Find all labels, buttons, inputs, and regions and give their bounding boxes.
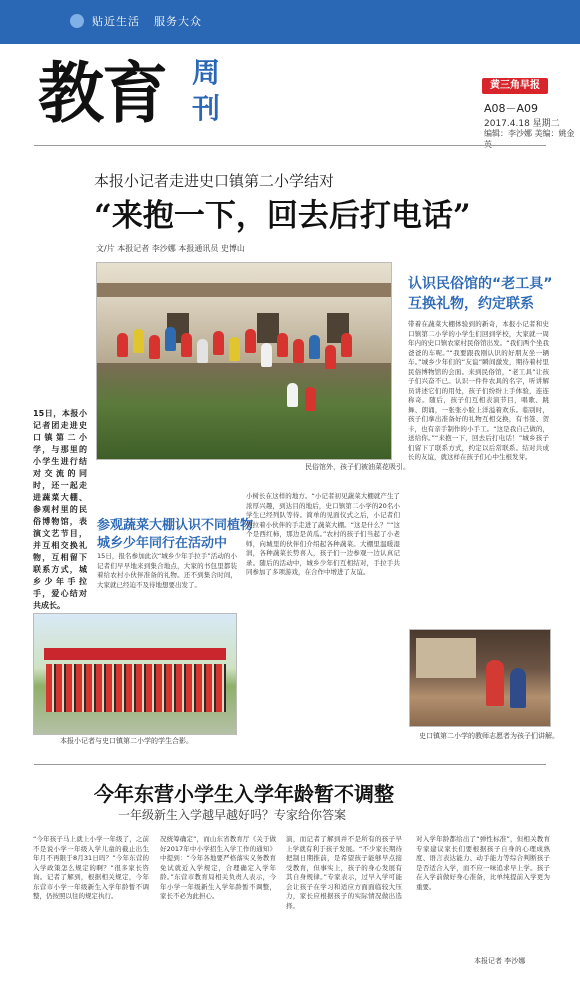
child-figure	[341, 333, 352, 357]
child-figure	[149, 335, 160, 359]
right-body-text: 带着在蔬菜大棚体验到的新奇，本报小记者和史口镇第二小学的小学生们回到学校，大家就一周年内的史口镇农家村民俗馆出发。“我们两个坐我爸爸的车呢。”“我要跟我刚认识的好朋友坐一辆车。”城乡少年们的“友谊”瞬间激发，期待着村里民俗博物馆的会面。来到民俗馆，“老工具”让孩子们兴奋不已。认识一件件农具的名字，听讲解员讲述它们的用处，孩子们纷纷上手体验，连连称奇。随后，孩子们互相表演节目，唱歌、跳舞、朗诵，一张张小脸上洋溢着欢乐。临别时，孩子们拿出准备好的礼物互相交换，有书签、贺卡，也有亲手制作的小手工。“这是我自己做的，送给你。”“来抱一下，回去后打电话！”城乡孩子们留下了联系方式，约定以后常联系。结对共成长的友谊，就这样在孩子们心中生根发芽。	[408, 320, 549, 461]
child-figure	[133, 329, 144, 353]
child-figure	[277, 333, 288, 357]
section-divider	[34, 764, 546, 765]
child-figure	[181, 333, 192, 357]
masthead-zhou: 周	[192, 56, 221, 89]
lead-byline: 文/片 本报记者 李沙娜 本报通讯员 史博山	[96, 244, 245, 253]
child-figure	[197, 339, 208, 363]
masthead-kan: 刊	[192, 92, 221, 125]
child-figure	[245, 329, 256, 353]
newspaper-logo: 黄三角早报	[482, 78, 548, 94]
photo3-caption: 史口镇第二小学的教师志愿者为孩子们讲解。	[419, 732, 559, 740]
child-figure	[229, 337, 240, 361]
bottom-subhead: 一年级新生入学越早越好吗？专家给你答案	[118, 808, 347, 822]
photo-group-with-banner	[33, 613, 237, 735]
mid-subhead-2: 城乡少年同行在活动中	[97, 536, 228, 551]
mid-body-text-b: 小树长在这样的地方。“小记者初见蔬菜大棚就产生了浓厚兴趣，到达目的地后，史口镇第二小学的20名小学生已经列队等待。简单的见面仪式之后，小记者们便拉着小伙伴的手走进了蔬菜大棚。“这是什么？”“这个是西红柿，那边是黄瓜。”农村的孩子们当起了小老师，向城里的伙伴们介绍起各种蔬菜。大棚里温暖湿润，各种蔬菜长势喜人，孩子们一边参观一边认真记录。随后的活动中，城乡少年们互相结对，手拉手共同参加了多项游戏，在合作中增进了友谊。	[246, 492, 400, 576]
masthead-title: 教育	[38, 54, 166, 132]
bottom-author: 本报记者 李沙娜	[474, 957, 526, 965]
mid-subhead-1: 参观蔬菜大棚认识不同植物	[97, 518, 254, 533]
right-subhead-2: 互换礼物，约定联系	[408, 296, 534, 312]
top-band-slogan-2: 服务大众	[154, 15, 202, 28]
photo1-caption: 民俗馆外，孩子们被油菜花吸引。	[305, 463, 410, 471]
child-figure	[510, 668, 526, 708]
photo-teacher-explaining	[409, 629, 551, 727]
window	[257, 313, 279, 343]
top-band-slogan-1: 贴近生活	[92, 15, 140, 28]
child-figure	[117, 333, 128, 357]
building-roof	[97, 283, 391, 297]
bottom-column-1: “今年孩子马上就上小学一年级了，之前不是说小学一年级入学儿童的截止出生年月不再限于8月31日吗？”今年东营的入学政策怎么规定的啊？”很多家长咨询。记者了解到，根据相关规定，今年东营市小学一年级新生入学年龄暂不调整，仍按照以往的规定执行。	[33, 835, 149, 900]
child-figure	[165, 327, 176, 351]
bottom-column-4: 对入学年龄都给出了“弹性标准”，但相关教育专家建议家长们要根据孩子自身的心理成熟度、语言表达能力、动手能力等综合判断孩子是否适合入学，而不应一味追求早上学。孩子在入学前做好身心准备，比单纯提前入学更为重要。	[416, 835, 550, 891]
teacher-figure	[486, 660, 504, 706]
photo2-caption: 本报小记者与史口镇第二小学的学生合影。	[60, 737, 193, 745]
lead-headline: “来抱一下，回去后打电话”	[94, 198, 471, 234]
child-figure	[287, 383, 298, 407]
lead-kicker: 本报小记者走进史口镇第二小学结对	[94, 172, 335, 190]
student-group	[46, 664, 226, 712]
child-figure	[213, 331, 224, 355]
editor-credits: 编辑：李沙娜 美编：姚金	[484, 129, 575, 138]
display-shelf	[416, 638, 476, 678]
red-banner	[44, 648, 226, 660]
bottom-column-2: 况统筹确定”，而山东省教育厅《关于做好2017年中小学招生入学工作的通知》中提到：“今年各地要严格落实义务教育免试就近入学规定，合理确定入学年龄。”东营市教育局相关负责人表示，今年小学一年级新生入学年龄暂不调整，家长不必为此担心。	[160, 835, 276, 900]
top-band	[0, 0, 580, 44]
page-range: A08－A09	[484, 102, 539, 115]
bottom-headline: 今年东营小学生入学年龄暂不调整	[94, 782, 394, 806]
bottom-column-3: 演，而记者了解到并不是所有的孩子早上学就有利于孩子发展。“不少家长期待把制日期推前，是希望孩子能够早点接受教育，但事实上，孩子的身心发展有其自身规律。”专家表示，过早入学可能会让孩子在学习和适应方面面临较大压力，家长应根据孩子的实际情况做出选择。	[286, 835, 402, 910]
issue-date: 2017.4.18 星期二	[484, 119, 560, 129]
child-figure	[261, 343, 272, 367]
masthead-divider	[34, 145, 546, 146]
child-figure	[309, 335, 320, 359]
photo-children-outside-museum	[96, 262, 392, 460]
child-figure	[305, 387, 316, 411]
right-subhead-1: 认识民俗馆的“老工具”	[408, 276, 553, 292]
child-figure	[293, 339, 304, 363]
swirl-logo-icon	[70, 14, 84, 28]
child-figure	[325, 345, 336, 369]
lead-summary: 15日，本报小记者团走进史口镇第二小学，与那里的小学生进行结对交流的同时，还一起走进蔬菜大棚、参观村里的民俗博物馆，表演文艺节目，并互相交换礼物，互相留下联系方式，城乡少年手拉手，爱心结对共成长。	[33, 409, 87, 610]
mid-body-text-a: 15日，报名参加此次“城乡少年手拉手”活动的小记者们早早地来到集合地点，大家的书包里都装着给农村小伙伴准备的礼物。还不到集合时间，大家就已经迫不及待地想要出发了。	[97, 552, 237, 589]
